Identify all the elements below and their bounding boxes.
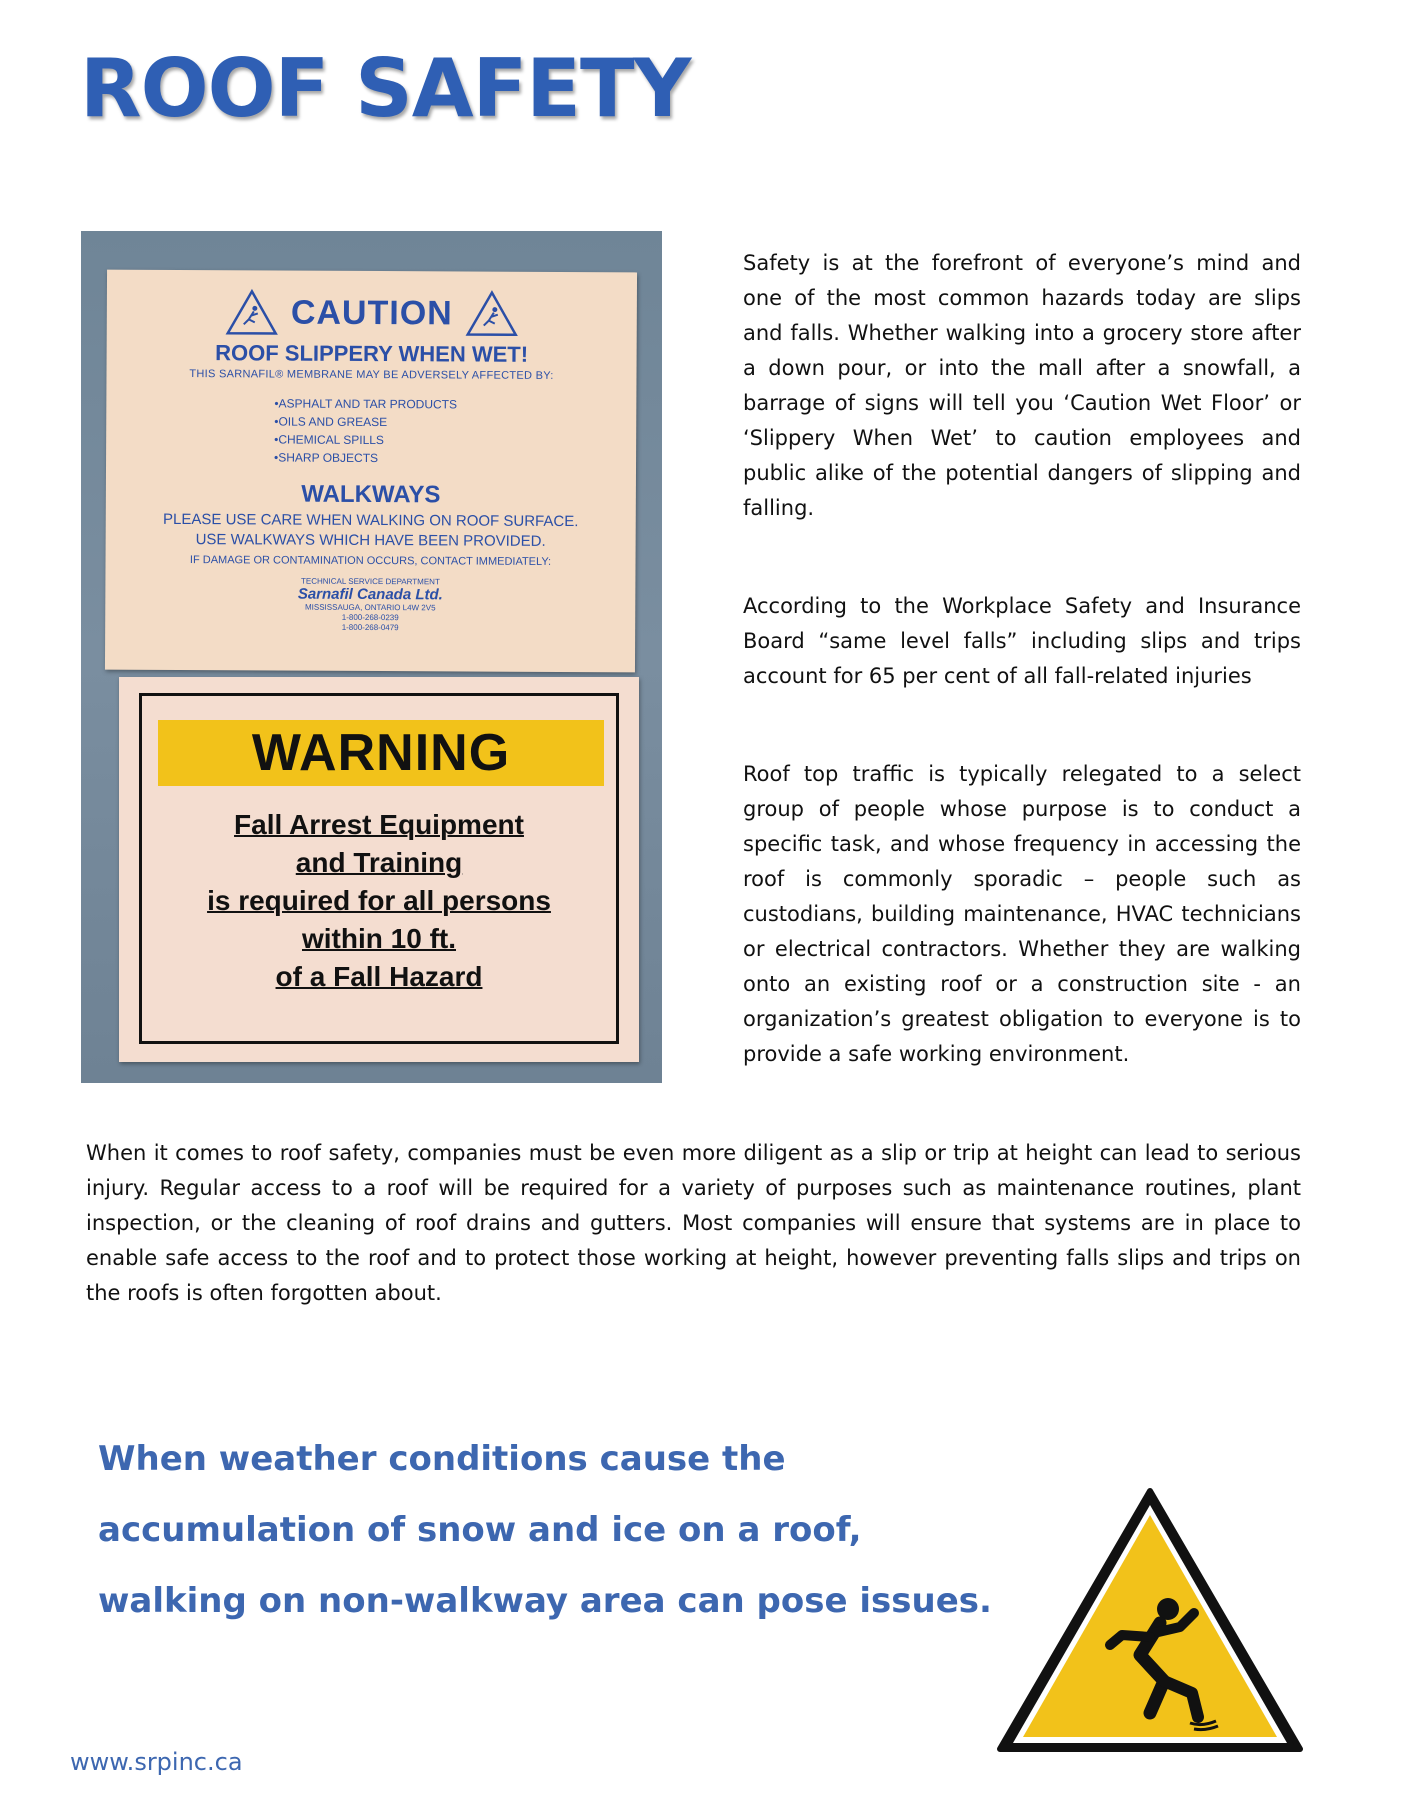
warning-sign	[119, 677, 639, 1062]
roof-safety-paragraph: When it comes to roof safety, companies must be even more diligent as a slip or trip at height can lead to serious injury. Regular access to a roof will be required for a variety of purposes such as maintenance routines, plant inspection, or the cleaning of roof drains and gutters. Most companies will ensure that systems are in place to enable safe access to the roof and to protect those working at height, however preventing falls slips and trips on the roofs is often forgotten about.	[86, 1141, 1301, 1305]
company-phone: 1-800-268-0479	[341, 622, 399, 633]
caution-subheading: ROOF SLIPPERY WHEN WET!	[215, 340, 529, 367]
company-city: MISSISSAUGA, ONTARIO L4W 2V5	[304, 602, 436, 613]
warning-line: and Training	[295, 847, 463, 878]
walkways-heading: WALKWAYS	[301, 480, 441, 509]
warning-line: Fall Arrest Equipment	[234, 809, 524, 840]
company-name: Sarnafil Canada Ltd.	[297, 585, 443, 604]
website-url: www.srpinc.ca	[70, 1748, 243, 1776]
intro-paragraph: Safety is at the forefront of everyone’s mind and one of the most common hazards today are slips and falls. Whether walking into a grocery store after a down pour, or into the mall after a snowfall, a barrage of signs will tell you ‘Caution Wet Floor’ or ‘Slippery When Wet’ to caution employees and public alike of the potential dangers of slipping and falling.	[743, 251, 1301, 520]
walkways-line: USE WALKWAYS WHICH HAVE BEEN PROVIDED.	[195, 531, 546, 550]
caution-heading: CAUTION	[290, 293, 453, 332]
warning-line: within 10 ft.	[302, 923, 456, 954]
roof-signs-photo	[81, 231, 662, 1083]
membrane-note: THIS SARNAFIL® MEMBRANE MAY BE ADVERSELY AFFECTED BY:	[189, 368, 554, 382]
slip-hazard-icon	[225, 288, 279, 336]
contact-note: IF DAMAGE OR CONTAMINATION OCCURS, CONTACT IMMEDIATELY:	[189, 554, 552, 568]
warning-heading: WARNING	[158, 720, 604, 786]
slippery-warning-icon	[994, 1485, 1306, 1755]
caution-sign	[105, 270, 637, 673]
list-item: • CHEMICAL SPILLS	[274, 430, 636, 450]
hazard-list	[106, 394, 636, 469]
list-item: • OILS AND GREASE	[274, 412, 636, 432]
walkways-line: PLEASE USE CARE WHEN WALKING ON ROOF SURFACE.	[163, 510, 579, 531]
warning-line: of a Fall Hazard	[275, 961, 483, 992]
warning-line: is required for all persons	[207, 885, 551, 916]
list-item: • ASPHALT AND TAR PRODUCTS	[274, 394, 636, 414]
department: TECHNICAL SERVICE DEPARTMENT	[300, 576, 440, 587]
pull-quote: When weather conditions cause the accumulation of snow and ice on a roof, walking on non-walkway area can pose issues.	[98, 1439, 992, 1621]
rooftop-traffic-paragraph: Roof top traffic is typically relegated to a select group of people whose purpose is to conduct a specific task, and whose frequency in accessing the roof is commonly sporadic – people such as custodians, building maintenance, HVAC technicians or electrical contractors. Whether they are walking onto an existing roof or a construction site - an organization’s greatest obligation to everyone is to provide a safe working environment.	[743, 762, 1301, 1066]
statistic-paragraph: According to the Workplace Safety and Insurance Board “same level falls” including slips and trips account for 65 per cent of all fall-related injuries	[743, 594, 1301, 688]
page-title: ROOF SAFETY	[80, 42, 691, 135]
list-item: • SHARP OBJECTS	[274, 448, 636, 468]
company-phone: 1-800-268-0239	[341, 612, 399, 623]
slip-hazard-icon	[465, 289, 519, 337]
warning-text	[142, 806, 616, 996]
